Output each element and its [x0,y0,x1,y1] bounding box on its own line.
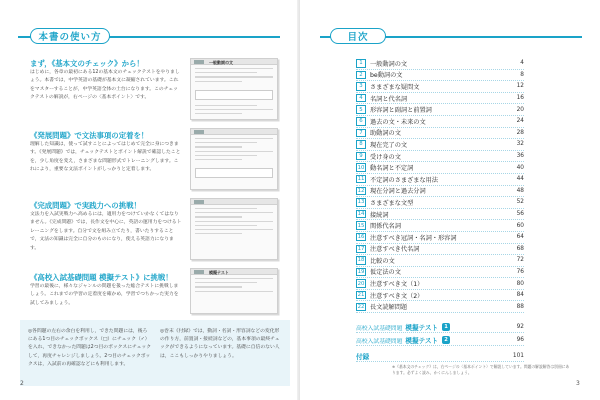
toc-chapter-title: 接続詞 [370,211,389,219]
toc-row[interactable] [356,290,524,302]
toc-row[interactable] [356,58,524,70]
toc-row[interactable] [356,70,524,82]
toc-chapter-number: 7 [356,129,366,138]
section-title-advanced: 《発展問題》で文法事項の定着を！ [30,131,149,140]
toc-chapter-title: 過去の文・未来の文 [370,118,426,126]
right-heading-tab [330,28,386,44]
toc-page-number: 12 [516,83,524,90]
thumbnail-title-4: 模擬テスト [209,270,229,275]
toc-row[interactable] [356,139,524,151]
toc-chapter-number: 15 [357,222,365,229]
toc-row[interactable] [356,128,524,140]
toc-chapter-title: 注意すべき文（2） [370,292,424,300]
toc-appendix-row[interactable] [356,351,524,362]
toc-page-number: 92 [516,324,524,330]
toc-chapter-number: 5 [356,105,366,114]
toc-chapter-number: 13 [357,199,365,206]
toc-extra-label: 高校入試基礎問題 [356,338,403,345]
toc-mock-test-row[interactable] [356,335,524,346]
toc-page-number: 52 [516,199,524,206]
sample-page-thumbnail-3 [190,198,278,260]
toc-page-number: 84 [516,292,524,299]
toc-chapter-title: 不定詞のさまざまな用法 [370,176,439,184]
toc-chapter-title: 長文読解問題 [370,304,408,312]
toc-chapter-number: 20 [357,280,365,287]
toc-chapter-number: 8 [356,140,366,149]
toc-page-number: 56 [516,211,524,218]
toc-row[interactable] [356,301,524,313]
section-body-basic-check: はじめに，各章の最初にある12の基本文のチェックテストをやりましょう。本書では，中学英語の基礎が基本文に凝縮されています。これをマスターすることが，中学英語全体の土台になります。このチェックテストの解説が，右ページの〈基本ポイント〉です。 [30,70,180,101]
toc-chapter-title: 現在分詞と過去分詞 [370,188,426,196]
toc-chapter-number: 18 [357,257,365,264]
toc-chapter-title: 名詞と代名詞 [370,95,408,103]
toc-page-number: 40 [516,164,524,171]
section-body-advanced: 理解した知識は，使って試すことによってはじめて完全に身につきます。《発展問題》では，チェックテストとポイント解説で確認したことを，少し角度を変え，さまざまな問題形式でトレーニングします。これにより，重要な文法ポイントがしっかりと定着します。 [30,142,181,173]
toc-row[interactable] [356,104,524,116]
toc-extra-title: 模擬テスト [405,337,439,345]
table-of-contents [356,58,524,313]
toc-row[interactable] [356,220,524,232]
toc-page-number: 44 [516,176,524,183]
toc-mock-test-row[interactable] [356,322,524,333]
toc-page-number: 32 [516,141,524,148]
toc-page-number: 28 [516,129,524,136]
toc-chapter-number: 4 [356,94,366,103]
toc-row[interactable] [356,186,524,198]
sample-page-thumbnail-2 [190,128,278,190]
toc-page-number: 68 [516,245,524,252]
toc-row[interactable] [356,267,524,279]
toc-chapter-number: 14 [357,211,365,218]
toc-row[interactable] [356,278,524,290]
toc-chapter-title: さまざまな文型 [370,199,414,207]
toc-row[interactable] [356,93,524,105]
section-body-completion: 文法力を入試実戦力へ高めるには，適用力をつけていかなくてはなりません。《完成問題》では，長作文を中心に，英語の運用力をつけるトレーニングをします。自分で文を組み立てたり，書いたりすることで，文法の知識は完全に自分のものになり，使える英語力になります。 [30,212,182,251]
toc-extra-label: 高校入試基礎問題 [356,325,403,332]
toc-chapter-title: 形容詞と副詞と前置詞 [370,107,432,115]
toc-chapter-number: 6 [356,117,366,126]
toc-chapter-number: 9 [356,152,366,161]
toc-row[interactable] [356,197,524,209]
toc-row[interactable] [356,255,524,267]
toc-page-number: 72 [516,257,524,264]
note-appendix: ◎巻末《付録》では，動詞・名詞・形容詞などの変化形の作り方，前置詞・接続詞などの，基本事項の最終チェックができるようになっています。基礎に自信のない人は，ここもしっかりやりましょう。 [160,329,280,359]
notes-box [20,320,290,386]
toc-page-number: 101 [512,353,524,359]
toc-page-number: 64 [516,234,524,241]
toc-extra-badge: 2 [442,336,450,344]
toc-page-number: 4 [520,60,524,67]
toc-page-number: 60 [516,222,524,229]
toc-chapter-title: 助動詞の文 [370,130,401,138]
left-page-heading: 本書の使い方 [38,32,102,43]
toc-page-number: 76 [516,268,524,275]
toc-extra-title: 模擬テスト [405,324,439,332]
toc-page-number: 16 [516,95,524,102]
toc-extra-badge: 1 [442,323,450,331]
section-title-basic-check: まず，《基本文のチェック》から！ [30,59,144,68]
toc-chapter-title: 一般動詞の文 [370,60,408,68]
toc-chapter-number: 22 [357,303,365,310]
section-body-mock-test: 学習の最後に，様々なジャンルの問題を扱った総合テストに挑戦しましょう。これまでの学習の定着度を確かめ，学習でつちかった実力を試してみましょう。 [30,284,179,306]
toc-chapter-number: 12 [357,187,365,194]
toc-row[interactable] [356,174,524,186]
toc-chapter-title: 比較の文 [370,257,395,265]
toc-chapter-number: 16 [357,234,365,241]
toc-chapter-number: 21 [357,292,365,299]
toc-chapter-number: 11 [357,176,365,183]
toc-page-number: 20 [516,106,524,113]
toc-row[interactable] [356,81,524,93]
toc-page-number: 24 [516,118,524,125]
toc-chapter-number: 1 [356,59,366,68]
toc-chapter-number: 19 [357,268,365,275]
section-title-completion: 《完成問題》で実践力への挑戦！ [30,201,141,210]
toc-chapter-title: さまざまな疑問文 [370,83,420,91]
sample-page-thumbnail-1 [190,58,278,120]
toc-chapter-title: 注意すべき文（1） [370,281,424,289]
toc-row[interactable] [356,232,524,244]
toc-row[interactable] [356,209,524,221]
toc-chapter-number: 3 [356,82,366,91]
sample-page-thumbnail-4 [190,268,278,314]
toc-chapter-number: 2 [356,71,366,80]
right-page-heading: 目次 [347,32,369,43]
thumbnail-title-1: 一般動詞の文 [209,60,233,65]
toc-footnote: ※《基本文のチェック》は，右ページの〈基本ポイント〉で解説しています。問題の解説解答は別冊にあります。必ずよく読み，かくにんしましょう。 [392,364,570,375]
toc-chapter-title: 仮定法の文 [370,269,401,277]
toc-page-number: 48 [516,187,524,194]
toc-row[interactable] [356,244,524,256]
toc-chapter-title: 現在完了の文 [370,141,408,149]
toc-page-number: 36 [516,153,524,160]
toc-row[interactable] [356,151,524,163]
toc-page-number: 8 [520,71,524,78]
toc-page-number: 88 [516,303,524,310]
toc-chapter-number: 10 [357,164,365,171]
toc-chapter-title: 受け身の文 [370,153,401,161]
note-checkbox: ◎各問題の左右の余白を利用し，できた問題には，後ろにある1つ目のチェックボックス（□）にチェック（✓）を入れ，できなかった問題は2つ目のボックスにチェックして，再度チャレンジしましょう。2つ目のチェックボックスは，入試前の再確認などにも利用します。 [28,329,152,367]
toc-chapter-title: 注意すべき冠詞・名詞・形容詞 [370,234,457,242]
left-heading-tab [30,28,110,44]
toc-chapter-title: 注意すべき代名詞 [370,246,420,254]
toc-page-number: 96 [516,337,524,343]
toc-chapter-title: 動名詞と不定詞 [370,165,414,173]
section-title-mock-test: 《高校入試基礎問題 模擬テスト》に挑戦！ [30,273,173,282]
toc-row[interactable] [356,116,524,128]
page-number-right: 3 [576,380,580,387]
toc-chapter-title: be動詞の文 [370,72,403,80]
page-number-left: 2 [20,380,24,387]
toc-chapter-number: 17 [357,245,365,252]
toc-extra-title: 付録 [356,353,370,361]
toc-chapter-title: 関係代名詞 [370,223,401,231]
toc-page-number: 80 [516,280,524,287]
toc-row[interactable] [356,162,524,174]
